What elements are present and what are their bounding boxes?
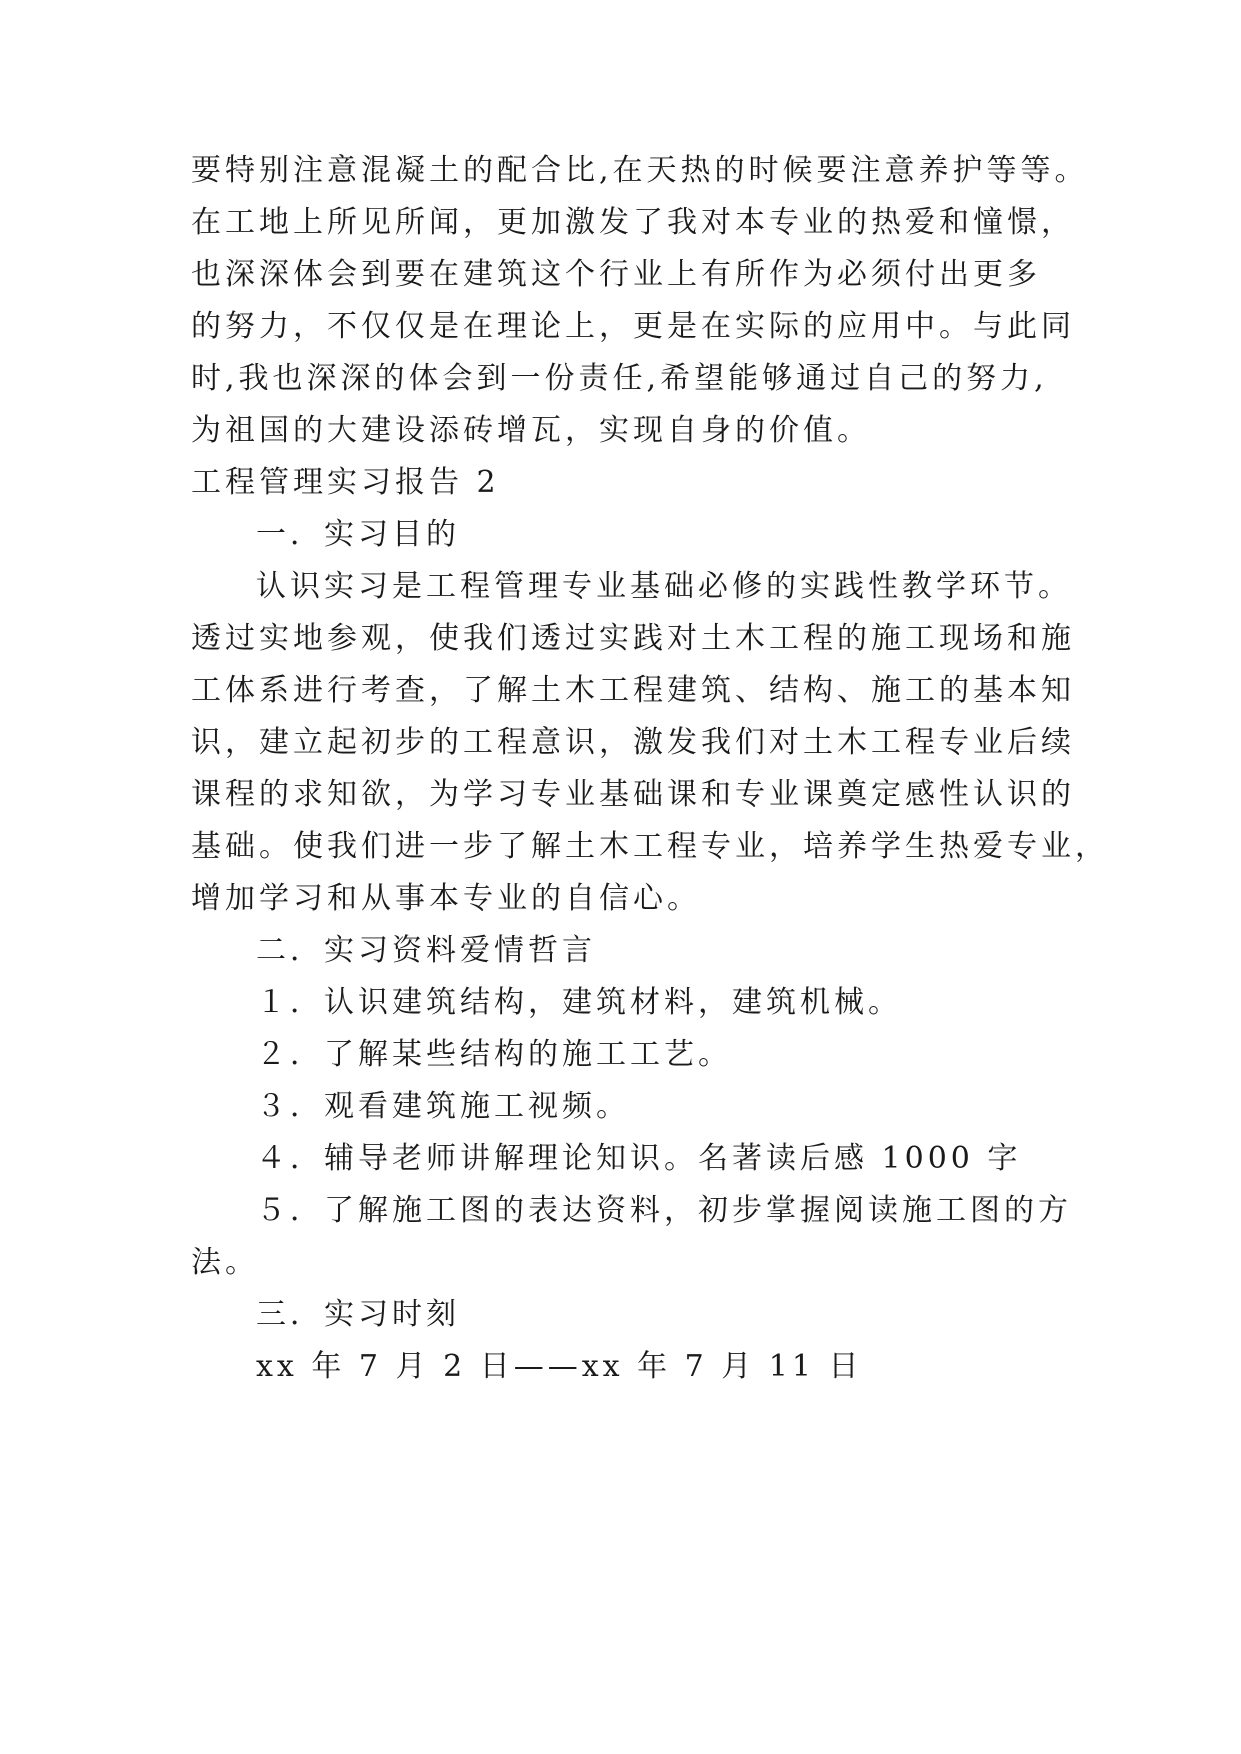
section-heading: 一．实习目的 (256, 517, 460, 552)
section-heading: 二．实习资料爱情哲言 (256, 933, 596, 968)
text-line: 课程的求知欲，为学习专业基础课和专业课奠定感性认识的 (191, 777, 1075, 812)
date-range: xx 年 7 月 2 日——xx 年 7 月 11 日 (256, 1349, 863, 1384)
list-item: ３．观看建筑施工视频。 (256, 1089, 630, 1124)
text-line: 时,我也深深的体会到一份责任,希望能够通过自己的努力, (191, 361, 1048, 396)
text-line: 工体系进行考查，了解土木工程建筑、结构、施工的基本知 (191, 673, 1075, 708)
text-line: 法。 (191, 1245, 259, 1280)
report-title: 工程管理实习报告 2 (191, 465, 500, 500)
text-line: 认识实习是工程管理专业基础必修的实践性教学环节。 (256, 569, 1072, 604)
text-line: 为祖国的大建设添砖增瓦，实现自身的价值。 (191, 413, 871, 448)
list-item: ５．了解施工图的表达资料，初步掌握阅读施工图的方 (256, 1193, 1072, 1228)
text-line: 识，建立起初步的工程意识，激发我们对土木工程专业后续 (191, 725, 1075, 760)
text-line: 在工地上所见所闻，更加激发了我对本专业的热爱和憧憬， (191, 205, 1075, 240)
text-line: 也深深体会到要在建筑这个行业上有所作为必须付出更多 (191, 257, 1041, 292)
section-heading: 三．实习时刻 (256, 1297, 460, 1332)
text-line: 要特别注意混凝土的配合比,在天热的时候要注意养护等等。 (191, 153, 1089, 188)
text-line: 增加学习和从事本专业的自信心。 (191, 881, 701, 916)
list-item: １．认识建筑结构，建筑材料，建筑机械。 (256, 985, 902, 1020)
list-item: ２．了解某些结构的施工工艺。 (256, 1037, 732, 1072)
list-item: ４．辅导老师讲解理论知识。名著读后感 1000 字 (256, 1141, 1022, 1176)
text-line: 的努力，不仅仅是在理论上，更是在实际的应用中。与此同 (191, 309, 1075, 344)
text-line: 基础。使我们进一步了解土木工程专业，培养学生热爱专业， (191, 829, 1109, 864)
text-line: 透过实地参观，使我们透过实践对土木工程的施工现场和施 (191, 621, 1075, 656)
